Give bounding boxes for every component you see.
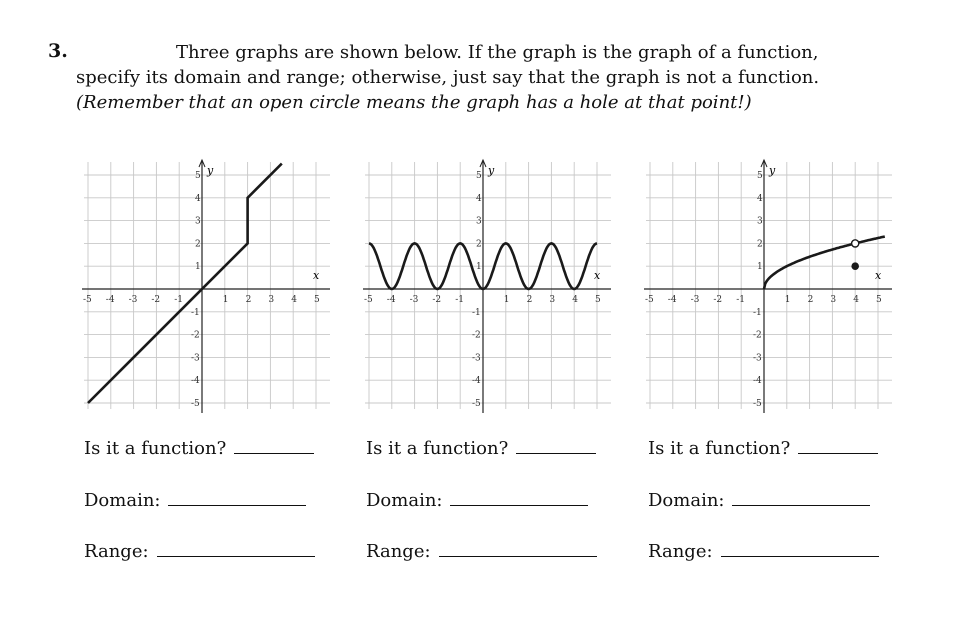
y-tick-label: -3 <box>753 353 762 364</box>
x-tick-label: 5 <box>876 295 882 305</box>
y-tick-label: 1 <box>476 262 482 273</box>
x-tick-label: 1 <box>503 295 510 305</box>
y-tick-label: 2 <box>195 239 201 250</box>
domain-answer-blank[interactable] <box>450 504 588 506</box>
question-number: 3. <box>48 40 68 62</box>
y-tick-label: 3 <box>195 216 201 227</box>
x-tick-label: -5 <box>83 295 92 305</box>
x-tick-label: 5 <box>595 295 601 305</box>
x-tick-label: 3 <box>268 295 275 305</box>
y-tick-label: -4 <box>753 376 762 387</box>
y-tick-label: -3 <box>472 353 481 364</box>
range-label: Range: <box>648 541 713 562</box>
function-label: Is it a function? <box>366 438 509 459</box>
range-label: Range: <box>84 541 149 562</box>
y-tick-label: -2 <box>753 330 762 341</box>
function-label: Is it a function? <box>648 438 791 459</box>
x-tick-label: -1 <box>736 295 745 305</box>
x-tick-label: 3 <box>549 295 556 305</box>
y-tick-label: 5 <box>757 171 763 181</box>
domain-label: Domain: <box>84 490 161 511</box>
function-answer-blank[interactable] <box>516 452 596 454</box>
y-tick-label: -5 <box>753 399 762 409</box>
y-tick-label: 2 <box>476 239 482 250</box>
y-tick-label: 4 <box>195 193 201 204</box>
x-tick-label: -1 <box>174 295 183 305</box>
graph-curve <box>764 237 885 290</box>
y-tick-label: 1 <box>195 262 201 273</box>
x-tick-label: 1 <box>784 295 791 305</box>
x-tick-label: 3 <box>830 295 837 305</box>
closed-circle-point <box>851 262 859 270</box>
y-tick-label: 4 <box>757 193 763 204</box>
x-tick-label: -2 <box>713 295 723 305</box>
x-tick-label: 4 <box>291 295 297 305</box>
y-tick-label: 2 <box>757 239 763 250</box>
question-text-reminder: (Remember that an open circle means the graph has a hole at that point!) <box>76 92 752 113</box>
graph-2 <box>363 158 613 413</box>
graph-curve <box>88 164 282 403</box>
x-tick-label: -3 <box>128 295 138 305</box>
function-question <box>648 438 878 459</box>
domain-label: Domain: <box>366 490 443 511</box>
x-tick-label: -5 <box>645 295 654 305</box>
domain-question <box>84 490 306 511</box>
y-tick-label: -1 <box>472 307 481 318</box>
x-tick-label: -4 <box>386 295 396 305</box>
y-tick-label: -4 <box>191 376 200 387</box>
domain-question <box>648 490 870 511</box>
x-tick-label: -2 <box>151 295 161 305</box>
x-tick-label: 4 <box>853 295 859 305</box>
open-circle-point <box>852 240 859 247</box>
domain-label: Domain: <box>648 490 725 511</box>
y-tick-label: -4 <box>472 376 481 387</box>
x-tick-label: 2 <box>526 295 533 305</box>
function-question <box>366 438 596 459</box>
x-tick-label: 5 <box>314 295 320 305</box>
graph-3 <box>644 158 894 413</box>
y-tick-label: -2 <box>472 330 481 341</box>
question-text-main: Three graphs are shown below. If the graph is the graph of a function, specify its domain and range; otherwise, just say that the graph is not a function. <box>76 42 820 88</box>
function-label: Is it a function? <box>84 438 227 459</box>
range-question <box>84 541 315 562</box>
x-tick-label: -1 <box>455 295 464 305</box>
range-answer-blank[interactable] <box>157 555 315 557</box>
range-question <box>366 541 597 562</box>
x-tick-label: -3 <box>690 295 700 305</box>
domain-question <box>366 490 588 511</box>
range-question <box>648 541 879 562</box>
x-tick-label: -5 <box>364 295 373 305</box>
y-tick-label: 4 <box>476 193 482 204</box>
range-answer-blank[interactable] <box>439 555 597 557</box>
y-tick-label: -5 <box>191 399 200 409</box>
y-tick-label: 1 <box>757 262 763 273</box>
x-tick-label: -2 <box>432 295 442 305</box>
question-text <box>76 40 888 115</box>
x-tick-label: 4 <box>572 295 578 305</box>
y-tick-label: 5 <box>195 171 201 181</box>
x-axis-label: x <box>313 269 320 282</box>
y-axis-label: y <box>769 164 776 177</box>
x-tick-label: -4 <box>105 295 115 305</box>
x-tick-label: 2 <box>807 295 814 305</box>
y-tick-label: -1 <box>191 307 200 318</box>
domain-answer-blank[interactable] <box>732 504 870 506</box>
function-answer-blank[interactable] <box>234 452 314 454</box>
y-tick-label: 5 <box>476 171 482 181</box>
y-tick-label: 3 <box>757 216 763 227</box>
y-tick-label: -3 <box>191 353 200 364</box>
y-tick-label: -2 <box>191 330 200 341</box>
function-question <box>84 438 314 459</box>
x-tick-label: -3 <box>409 295 419 305</box>
y-tick-label: 3 <box>476 216 482 227</box>
y-axis-label: y <box>207 164 214 177</box>
y-axis-label: y <box>488 164 495 177</box>
x-tick-label: 2 <box>245 295 252 305</box>
graph-1 <box>82 158 332 413</box>
x-tick-label: -4 <box>667 295 677 305</box>
function-answer-blank[interactable] <box>798 452 878 454</box>
x-tick-label: 1 <box>222 295 229 305</box>
range-label: Range: <box>366 541 431 562</box>
y-tick-label: -1 <box>753 307 762 318</box>
y-tick-label: -5 <box>472 399 481 409</box>
range-answer-blank[interactable] <box>721 555 879 557</box>
x-axis-label: x <box>594 269 601 282</box>
x-axis-label: x <box>875 269 882 282</box>
domain-answer-blank[interactable] <box>168 504 306 506</box>
